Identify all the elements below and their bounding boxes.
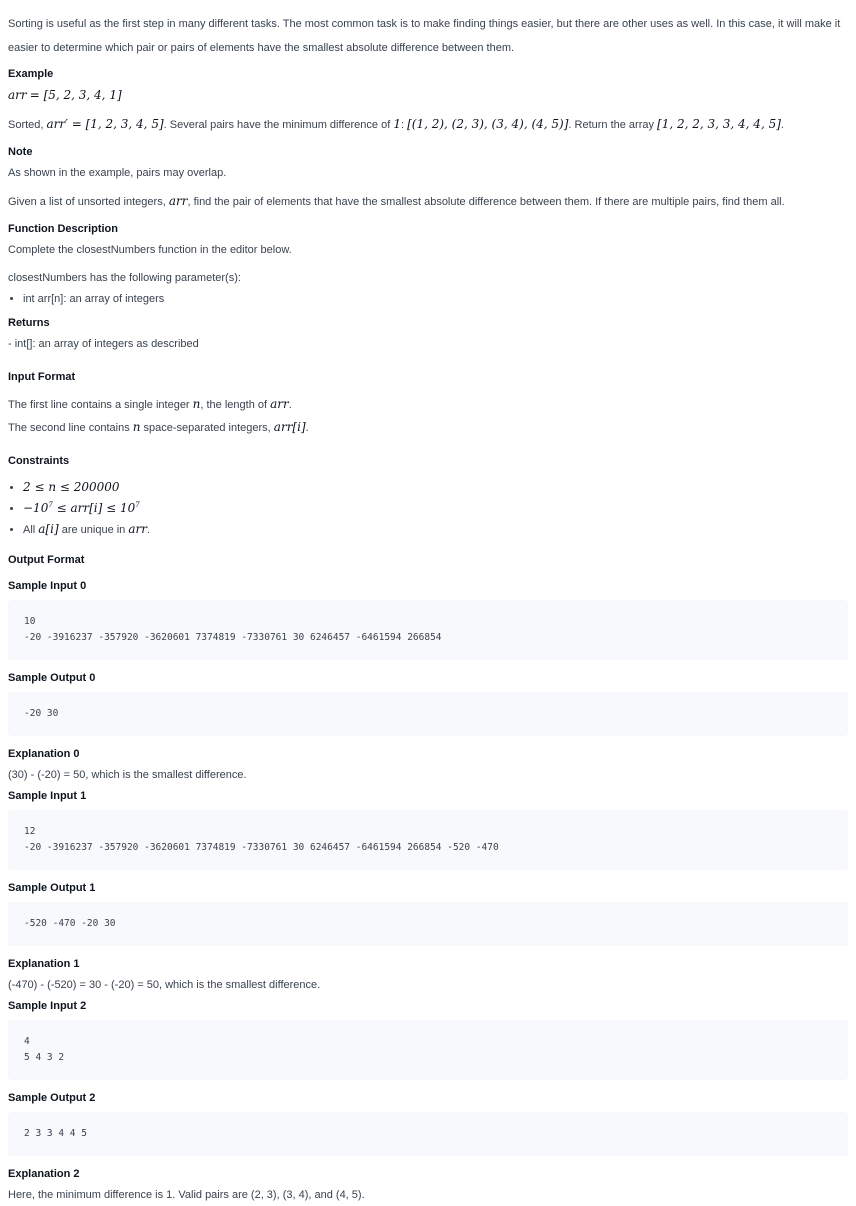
input-format-line2: The second line contains n space-separated integers, arr[i]. xyxy=(8,420,309,434)
returns-text: - int[]: an array of integers as described xyxy=(8,338,199,350)
explanation-text: (-470) - (-520) = 30 - (-20) = 50, which is the smallest difference. xyxy=(8,979,321,991)
sample-output-heading: Sample Output 1 xyxy=(8,882,96,894)
sample-input-heading: Sample Input 2 xyxy=(8,1000,87,1012)
constraint-item: • 2 ≤ n ≤ 200000 xyxy=(23,477,848,498)
sample-input-heading: Sample Input 0 xyxy=(8,580,87,592)
explanation-text: Here, the minimum difference is 1. Valid pairs are (2, 3), (3, 4), and (4, 5). xyxy=(8,1189,365,1201)
returns-heading: Returns xyxy=(8,317,50,329)
explanation-heading: Explanation 2 xyxy=(8,1168,80,1180)
constraint-item: • All a[i] are unique in arr. xyxy=(23,519,848,540)
sample-output-heading: Sample Output 2 xyxy=(8,1092,96,1104)
arr-label: arr xyxy=(8,88,27,102)
sample-input-code: 12 -20 -3916237 -357920 -3620601 7374819 -7330761 30 6246457 -6461594 266854 -520 -470 xyxy=(8,810,848,870)
input-format-line1: The first line contains a single integer n, the length of arr. xyxy=(8,397,292,411)
example-sorted: Sorted, arr′ = [1, 2, 3, 4, 5]. Several pairs have the minimum difference of 1: [(1, 2), (2, 3), (3, 4), (4, 5)]. Return the array [1, 2, 2, 3, 3, 4, 4, 5]. xyxy=(8,117,784,131)
note-text: As shown in the example, pairs may overlap. xyxy=(8,167,227,179)
sample-input-heading: Sample Input 1 xyxy=(8,790,87,802)
sample-input-code: 10 -20 -3916237 -357920 -3620601 7374819 -7330761 30 6246457 -6461594 266854 xyxy=(8,600,848,660)
sample-output-heading: Sample Output 0 xyxy=(8,672,96,684)
constraints-list xyxy=(8,477,848,540)
input-format-heading: Input Format xyxy=(8,371,76,383)
sample-input-code: 4 5 4 3 2 xyxy=(8,1020,848,1080)
arr-value: [5, 2, 3, 4, 1] xyxy=(43,88,122,102)
function-description-line1: Complete the closestNumbers function in the editor below. xyxy=(8,244,292,256)
intro-text: Sorting is useful as the first step in many different tasks. The most common task is to make finding things easier, but there are other uses as well. In this case, it will make it easier to determine which pair or pairs of elements have the smallest absolute difference between them. xyxy=(8,18,841,54)
constraint-item: • $-10^7 \le arr[i] \le 10^7$ xyxy=(23,498,848,519)
constraints-heading: Constraints xyxy=(8,455,70,467)
function-description-heading: Function Description xyxy=(8,223,118,235)
param-item: • int arr[n]: an array of integers xyxy=(23,289,848,309)
explanation-heading: Explanation 1 xyxy=(8,958,80,970)
example-heading: Example xyxy=(8,68,54,80)
params-list xyxy=(8,289,848,309)
sample-output-code: -20 30 xyxy=(8,692,848,736)
explanation-heading: Explanation 0 xyxy=(8,748,80,760)
explanation-text: (30) - (-20) = 50, which is the smallest difference. xyxy=(8,769,247,781)
output-format-heading: Output Format xyxy=(8,554,85,566)
example-arr: arr = [5, 2, 3, 4, 1] xyxy=(8,88,122,102)
task-text: Given a list of unsorted integers, arr, find the pair of elements that have the smallest absolute difference between them. If there are multiple pairs, find them all. xyxy=(8,194,785,208)
note-heading: Note xyxy=(8,146,33,158)
sample-output-code: 2 3 3 4 4 5 xyxy=(8,1112,848,1156)
sample-output-code: -520 -470 -20 30 xyxy=(8,902,848,946)
function-description-line2: closestNumbers has the following parameter(s): xyxy=(8,272,241,284)
